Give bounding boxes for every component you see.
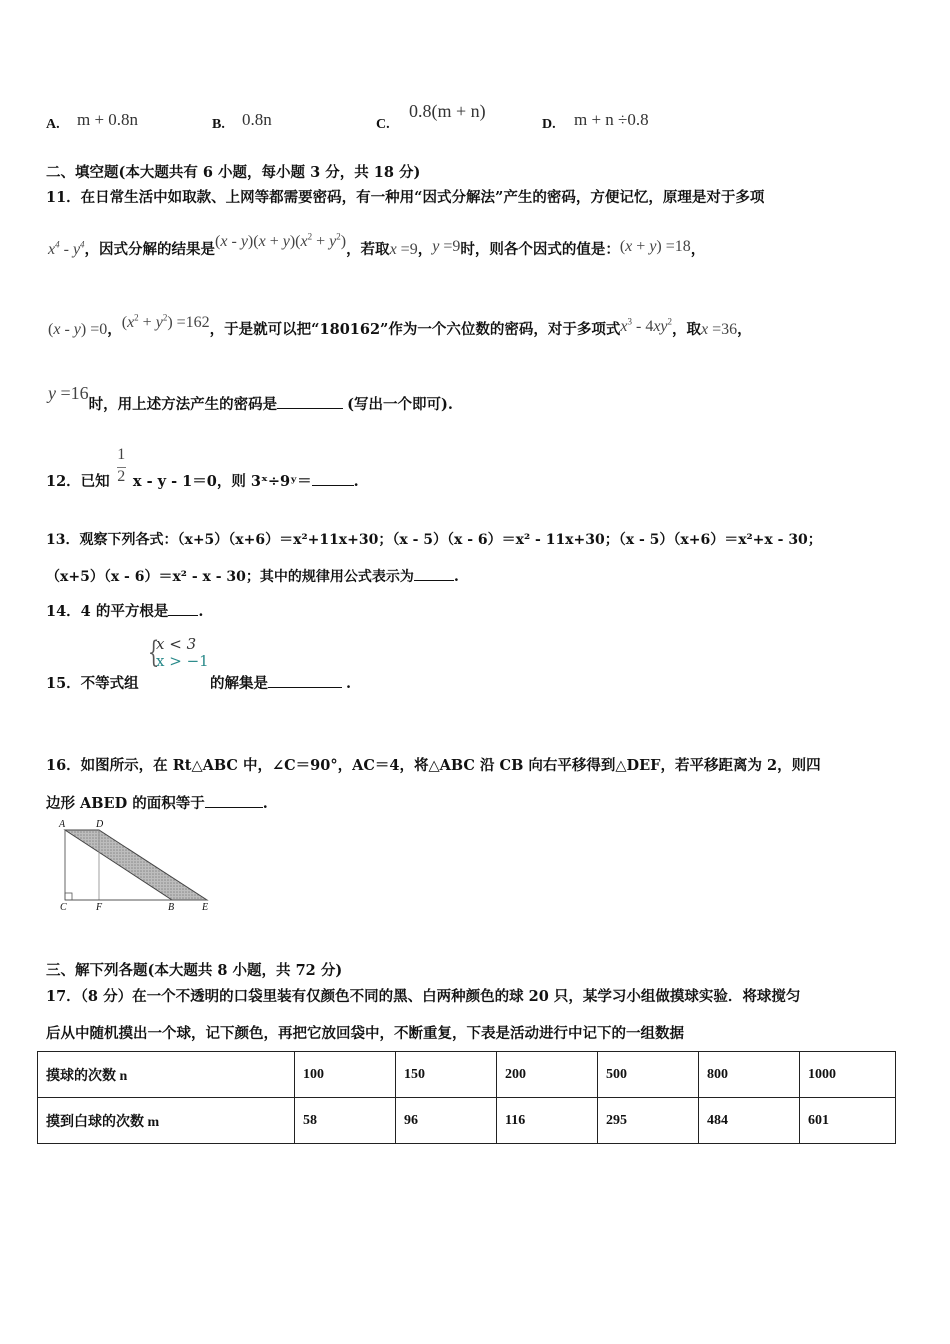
q11-text-g: (写出一个即可). <box>347 396 453 413</box>
q11-comma2: ， <box>107 321 122 338</box>
q13-line1: 13．观察下列各式：（x+5）（x+6）＝x²+11x+30；（x - 5）（x - 6）＝x² - 11x+30；（x - 5）（x+6）＝x²+x - 30； <box>46 532 822 548</box>
table-cell: 800 <box>699 1052 800 1098</box>
table-cell: 295 <box>598 1098 699 1144</box>
option-c-expr: 0.8(m + n) <box>409 101 486 121</box>
q11-text-a: ，因式分解的结果是 <box>84 241 216 258</box>
q11-sep: ， <box>417 241 433 258</box>
section-2-heading: 二、填空题(本大题共有 6 小题，每小题 3 分，共 18 分) <box>46 164 421 181</box>
q16-line2 <box>46 792 268 813</box>
q11-x-value: x =9 <box>389 241 418 258</box>
q11-line3 <box>48 312 752 339</box>
option-d <box>542 113 556 133</box>
option-b-letter: B. <box>212 117 225 132</box>
option-b-expr: 0.8n <box>242 110 272 129</box>
q14-text: 14．4 的平方根是 <box>46 603 169 620</box>
q16-end: . <box>262 795 268 812</box>
table-cell: 200 <box>497 1052 598 1098</box>
q11-text-f: 时，用上述方法产生的密码是 <box>88 396 278 413</box>
q11-comma3: ， <box>737 321 752 338</box>
option-c <box>376 113 390 133</box>
q13-answer-blank[interactable] <box>414 568 454 581</box>
label-e: E <box>202 902 209 913</box>
q15-ineq2: x > −1 <box>156 652 209 670</box>
brace-icon: { <box>147 635 160 670</box>
q11-text-e: ，取 <box>672 321 702 338</box>
q11-val2: (x - y) =0 <box>48 321 108 338</box>
q11-poly2: $x^3 - 4xy^2$ <box>620 316 673 335</box>
q12-frac-den: 2 <box>117 468 126 485</box>
q12-text: x - y - 1＝0，则 3ˣ÷9ʸ＝ <box>132 473 312 490</box>
q12-fraction <box>117 446 126 486</box>
q12 <box>46 446 359 490</box>
q12-num: 12．已知 <box>46 473 110 490</box>
q15-end: . <box>346 675 352 692</box>
q11-line2 <box>48 231 706 259</box>
q14-end: . <box>198 603 204 620</box>
label-b: B <box>168 902 175 913</box>
table-cell: 96 <box>396 1098 497 1144</box>
q11-x-value2: x =36 <box>701 321 738 338</box>
table-cell: 500 <box>598 1052 699 1098</box>
table-cell: 摸到白球的次数 m <box>38 1098 295 1144</box>
q11-answer-blank[interactable] <box>277 396 343 409</box>
trapezoid-diagram-icon <box>56 822 216 914</box>
option-d-expr: m + n ÷0.8 <box>574 110 649 129</box>
q11-val1: (x + y) =18 <box>619 238 691 255</box>
label-a: A <box>59 819 66 830</box>
q11-text-c: 时，则各个因式的值是： <box>460 241 620 258</box>
label-f: F <box>96 902 103 913</box>
q11-text-b: ，若取 <box>346 241 390 258</box>
q11-factored: $(x - y)(x + y)(x^2 + y^2)$ <box>215 231 347 250</box>
table-cell: 摸球的次数 n <box>38 1052 295 1098</box>
label-d: D <box>96 819 104 830</box>
table-cell: 601 <box>800 1098 896 1144</box>
q12-answer-blank[interactable] <box>312 473 354 486</box>
q11-comma: ， <box>690 241 706 258</box>
option-a-expr: m + 0.8n <box>77 110 139 129</box>
q15-text2: 的解集是 <box>210 675 268 692</box>
q11-text-d: ，于是就可以把“180162”作为一个六位数的密码，对于多项式 <box>209 321 621 338</box>
q11-val3: $(x^2 + y^2) =162$ <box>121 312 210 331</box>
q15-rest <box>210 672 351 693</box>
option-b <box>212 113 225 133</box>
q12-frac-num: 1 <box>117 446 126 463</box>
q17-line1: 17．（8 分）在一个不透明的口袋里装有仅颜色不同的黑、白两种颜色的球 20 只，某学习小组做摸球实验．将球搅匀 <box>46 988 801 1005</box>
q15-ineq1: x < 3 <box>156 635 197 653</box>
table-cell: 58 <box>295 1098 396 1144</box>
table-cell: 484 <box>699 1098 800 1144</box>
table-cell: 1000 <box>800 1052 896 1098</box>
q13-line2 <box>46 566 459 586</box>
q17-data-table <box>37 1051 896 1144</box>
q15-answer-blank[interactable] <box>268 675 342 688</box>
q13-end: . <box>453 568 459 585</box>
q14-answer-blank[interactable] <box>168 603 198 616</box>
q11-line4 <box>48 383 453 413</box>
q11-line1: 11．在日常生活中如取款、上网等都需要密码，有一种用“因式分解法”产生的密码，方便记忆，原理是对于多项 <box>46 189 765 206</box>
option-a-letter: A. <box>46 117 60 132</box>
q13-line2-text: （x+5）（x - 6）＝x² - x - 30；其中的规律用公式表示为 <box>46 569 414 585</box>
q16-line2-text: 边形 ABED 的面积等于 <box>46 795 205 812</box>
q16-figure <box>56 819 216 914</box>
table-row <box>38 1098 896 1144</box>
q15-inequality-system <box>144 636 209 670</box>
table-cell: 116 <box>497 1098 598 1144</box>
q11-y-value2: y =16 <box>48 383 89 403</box>
table-cell: 100 <box>295 1052 396 1098</box>
q11-poly: $x^4 - y^4$ <box>48 239 85 258</box>
section-3-heading: 三、解下列各题(本大题共 8 小题，共 72 分) <box>46 962 343 979</box>
q15-text: 15．不等式组 <box>46 675 139 692</box>
option-a <box>46 113 60 133</box>
table-row <box>38 1052 896 1098</box>
table-cell: 150 <box>396 1052 497 1098</box>
q14 <box>46 600 203 621</box>
q12-end: . <box>353 473 359 490</box>
q16-line1: 16．如图所示，在 Rt△ABC 中，∠C＝90°，AC＝4，将△ABC 沿 CB 向右平移得到△DEF，若平移距离为 2，则四 <box>46 757 821 774</box>
label-c: C <box>60 902 67 913</box>
option-d-letter: D. <box>542 117 556 132</box>
q16-answer-blank[interactable] <box>205 795 263 808</box>
q17-line2: 后从中随机摸出一个球，记下颜色，再把它放回袋中，不断重复，下表是活动进行中记下的一组数据 <box>46 1025 684 1042</box>
q11-y-value: y =9 <box>432 238 461 255</box>
option-c-letter: C. <box>376 117 390 132</box>
